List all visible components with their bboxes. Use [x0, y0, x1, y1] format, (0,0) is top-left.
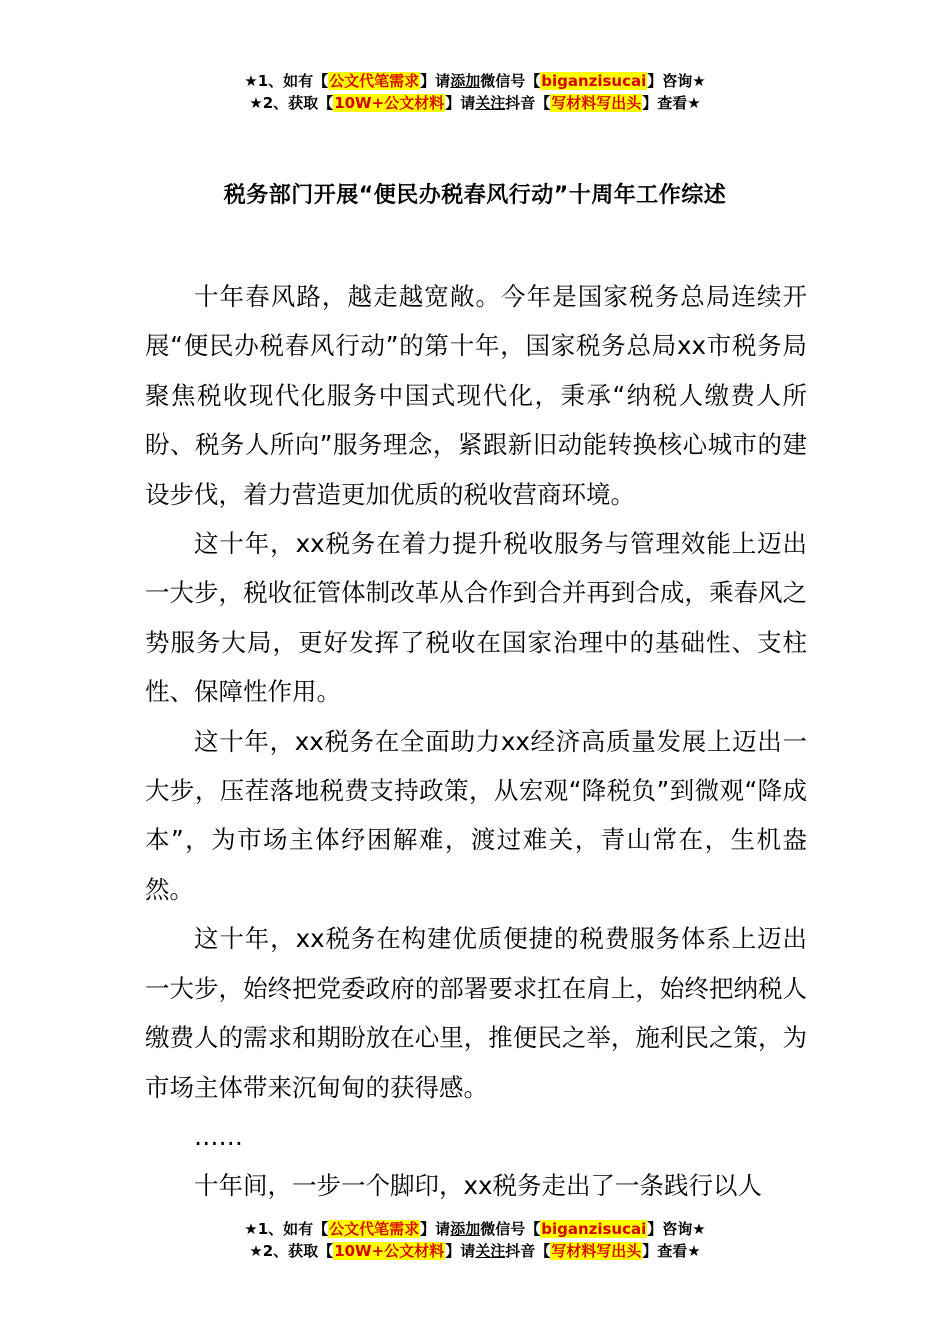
- banner-line-1: ★1、如有【公文代笔需求】请添加微信号【biganzisucai】咨询★: [244, 1220, 706, 1238]
- banner-line-2: ★2、获取【10W+公文材料】请关注抖音【写材料写出头】查看★: [249, 1242, 701, 1260]
- paragraph: 这十年，xx税务在着力提升税收服务与管理效能上迈出一大步，税收征管体制改革从合作到合并再到合成，乘春风之势服务大局，更好发挥了税收在国家治理中的基础性、支柱性、保障性作用。: [145, 529, 807, 707]
- header-banner: [0, 70, 950, 114]
- paragraph: 这十年，xx税务在全面助力xx经济高质量发展上迈出一大步，压茬落地税费支持政策，从宏观“降税负”到微观“降成本”，为市场主体纾困解难，渡过难关，青山常在，生机盎然。: [145, 726, 807, 904]
- highlight-materials: 10W+公文材料: [334, 94, 445, 112]
- document-body: [145, 272, 807, 1211]
- paragraph: 十年春风路，越走越宽敞。今年是国家税务总局连续开展“便民办税春风行动”的第十年，国家税务总局xx市税务局聚焦税收现代化服务中国式现代化，秉承“纳税人缴费人所盼、税务人所向”服务理念，紧跟新旧动能转换核心城市的建设步伐，着力营造更加优质的税收营商环境。: [145, 282, 807, 509]
- ellipsis-paragraph: ……: [194, 1121, 243, 1151]
- document-title: 税务部门开展“便民办税春风行动”十周年工作综述: [223, 183, 727, 208]
- banner-line-1: ★1、如有【公文代笔需求】请添加微信号【biganzisucai】咨询★: [244, 72, 706, 90]
- highlight-douyin-id: 写材料写出头: [551, 94, 642, 112]
- paragraph: 这十年，xx税务在构建优质便捷的税费服务体系上迈出一大步，始终把党委政府的部署要求扛在肩上，始终把纳税人缴费人的需求和期盼放在心里，推便民之举，施利民之策，为市场主体带来沉甸甸的获得感。: [145, 924, 807, 1102]
- highlight-wechat-id: biganzisucai: [541, 1220, 647, 1238]
- highlight-wechat-id: biganzisucai: [541, 72, 647, 90]
- highlight-service: 公文代笔需求: [329, 72, 420, 90]
- paragraph: 十年间，一步一个脚印，xx税务走出了一条践行以人: [194, 1171, 762, 1201]
- footer-banner: [0, 1218, 950, 1262]
- highlight-douyin-id: 写材料写出头: [551, 1242, 642, 1260]
- banner-line-2: ★2、获取【10W+公文材料】请关注抖音【写材料写出头】查看★: [249, 94, 701, 112]
- highlight-service: 公文代笔需求: [329, 1220, 420, 1238]
- highlight-materials: 10W+公文材料: [334, 1242, 445, 1260]
